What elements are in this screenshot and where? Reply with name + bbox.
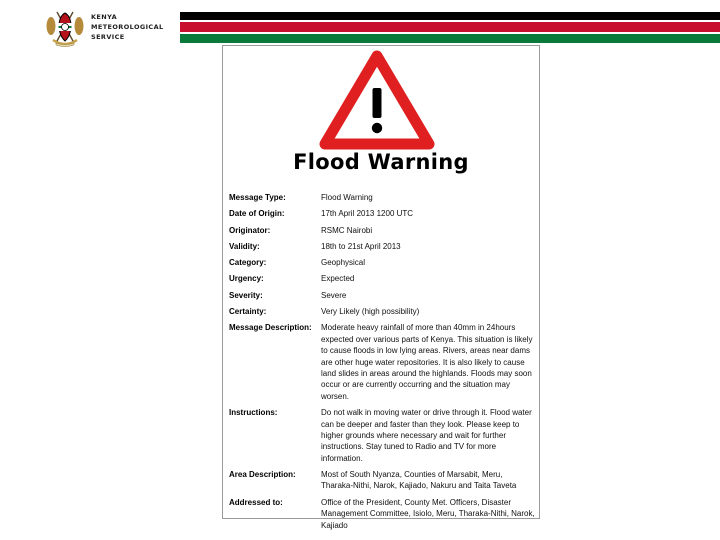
row-message-type	[229, 192, 535, 203]
row-urgency	[229, 273, 535, 284]
row-label: Message Type:	[229, 193, 286, 202]
row-value: Flood Warning	[321, 193, 373, 202]
row-label: Severity:	[229, 290, 263, 300]
row-value: Do not walk in moving water or drive through it. Flood water can be deeper and faster than they look. Please keep to higher grounds where necessary and wait for further instructions. Stay tuned to Radio and TV for more information.	[321, 408, 532, 463]
row-value: 17th April 2013 1200 UTC	[321, 209, 414, 219]
row-label: Date of Origin:	[229, 209, 285, 219]
kenya-coat-of-arms-icon	[44, 8, 86, 48]
row-value: RSMC Nairobi	[321, 225, 373, 235]
org-line-3: SERVICE	[91, 33, 125, 41]
row-category	[229, 257, 535, 268]
row-message-description	[229, 322, 535, 402]
row-validity	[229, 241, 535, 252]
row-label: Validity:	[229, 241, 260, 251]
row-label: Urgency:	[229, 274, 264, 284]
row-instructions	[229, 407, 535, 464]
org-line-1: KENYA	[91, 13, 118, 21]
flag-stripe-green	[180, 34, 720, 43]
row-value: Very Likely (high possibility)	[321, 307, 420, 317]
row-label: Certainty:	[229, 307, 267, 317]
row-label: Originator:	[229, 225, 271, 235]
org-line-2: METEOROLOGICAL	[91, 23, 164, 31]
flag-stripe-black	[180, 12, 720, 20]
row-label: Message Description:	[229, 323, 312, 333]
row-area-description	[229, 469, 535, 492]
warning-triangle-icon	[321, 52, 433, 148]
row-label: Area Description:	[229, 470, 296, 480]
row-value: Office of the President, County Met. Officers, Disaster Management Committee, Isiolo, Meru, Tharaka-Nithi, Narok, Kajiado	[321, 497, 535, 530]
document-title: Flood Warning	[293, 150, 469, 174]
row-date-of-origin	[229, 208, 535, 219]
warning-details-table	[229, 192, 535, 536]
row-certainty	[229, 306, 535, 317]
row-value: Most of South Nyanza, Counties of Marsabit, Meru, Tharaka-Nithi, Narok, Kajiado, Nakuru and Taita Taveta	[321, 470, 517, 491]
row-value: Moderate heavy rainfall of more than 40mm in 24hours expected over various parts of Kenya. This situation is likely to cause floods in low lying areas. Rivers, areas near dams are other huge water repositories. It is also likely to cause land slides in areas around the highlands. Floods may soon occur or are currently occurring and the situation may worsen.	[321, 323, 533, 401]
row-value: Severe	[321, 290, 347, 300]
row-label: Category:	[229, 258, 267, 268]
row-value: Geophysical	[321, 258, 366, 268]
row-addressed-to	[229, 497, 535, 531]
flood-warning-document	[222, 45, 540, 530]
flag-stripe-red	[180, 22, 720, 32]
flag-stripe-band	[180, 12, 720, 43]
row-value: 18th to 21st April 2013	[321, 241, 401, 251]
row-severity	[229, 290, 535, 301]
row-label: Instructions:	[229, 408, 278, 418]
row-value: Expected	[321, 274, 355, 284]
organization-name	[91, 12, 164, 42]
row-label: Addressed to:	[229, 497, 283, 507]
row-originator	[229, 225, 535, 236]
